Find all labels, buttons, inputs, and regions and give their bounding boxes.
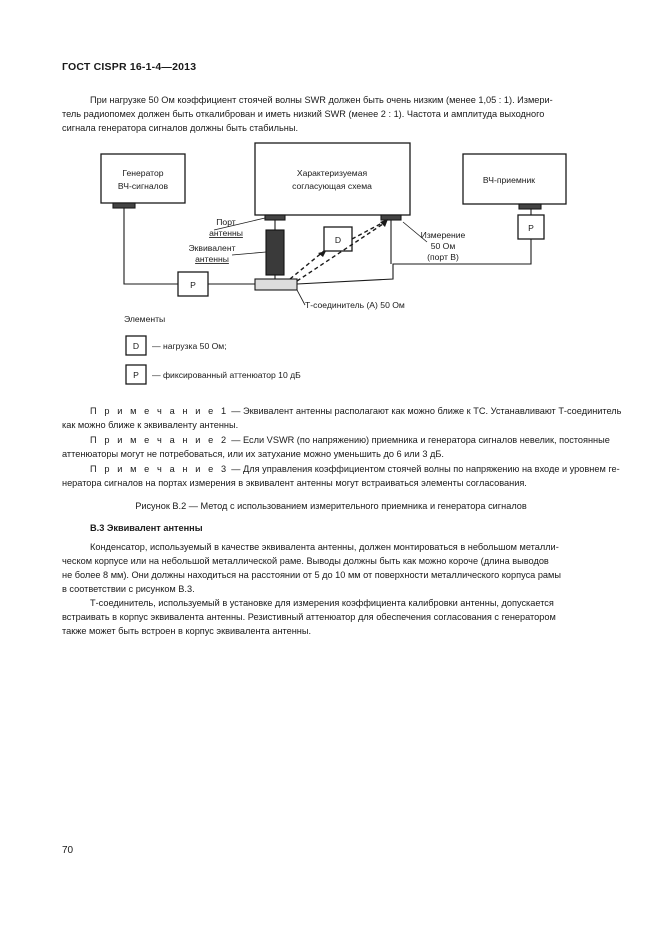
- measurement-label: Измерение: [420, 230, 466, 240]
- device-port-b: [381, 215, 401, 220]
- note-lead: П р и м е ч а н и е 2: [90, 435, 229, 445]
- note-2: [62, 433, 610, 461]
- antenna-equivalent-label: Эквивалент: [188, 243, 236, 253]
- attenuator-generator-label: P: [190, 280, 196, 290]
- legend-title: Элементы: [124, 314, 166, 324]
- note-text: — Эквивалент антенны располагают как можно ближе к ТС. Устанавливают Т-соединитель: [231, 406, 622, 416]
- page-number: 70: [62, 845, 74, 856]
- load-d-label: D: [334, 235, 342, 245]
- receiver-port: [519, 204, 541, 209]
- measurement-label: 50 Ом: [430, 241, 456, 251]
- note-3: [62, 462, 620, 490]
- generator-label: ВЧ-сигналов: [117, 181, 169, 191]
- section-line: ческом корпусе или на небольшой металлической раме. Выводы должны быть как можно короче (длина выводов: [62, 556, 549, 566]
- legend-p-symbol: P: [133, 370, 139, 380]
- note-1: [62, 404, 622, 432]
- note-text: — Если VSWR (по напряжению) приемника и генератора сигналов невелик, постоянные: [231, 435, 610, 445]
- note-lead: П р и м е ч а н и е 1: [90, 406, 229, 416]
- tee-label: Т-соединитель (А) 50 Ом: [305, 300, 405, 310]
- figure-caption: Рисунок В.2 — Метод с использованием измерительного приемника и генератора сигналов: [135, 501, 527, 511]
- generator-label: Генератор: [122, 168, 164, 178]
- section-line: в соответствии с рисунком В.3.: [62, 584, 195, 594]
- intro-line: сигнала генератора сигналов должны быть стабильны.: [62, 123, 298, 133]
- device-label: Характеризуемая: [296, 168, 368, 178]
- measurement-label: (порт В): [427, 252, 459, 262]
- section-title: В.3 Эквивалент антенны: [90, 523, 203, 533]
- section-line: встраивать в корпус эквивалента антенны. Резистивный аттенюатор для обеспечения согласования с генератором: [62, 612, 556, 622]
- tee-connector: [255, 279, 297, 290]
- note-text: как можно ближе к эквиваленту антенны.: [62, 420, 239, 430]
- device-port-a: [265, 215, 285, 220]
- attenuator-receiver-label: P: [528, 223, 534, 233]
- generator-box: [101, 154, 185, 203]
- legend-d-symbol: D: [132, 341, 140, 351]
- section-line: не более 8 мм). Они должны находиться на расстоянии от 5 до 10 мм от поверхности металлического корпуса рамы: [62, 570, 561, 580]
- generator-port: [113, 203, 135, 208]
- section-paragraph-2: [62, 596, 600, 638]
- intro-line: тель радиопомех должен быть откалиброван и иметь низкий SWR (менее 2 : 1). Частота и амплитуда выходного: [62, 109, 545, 119]
- section-line: Т-соединитель, используемый в установке для измерения коэффициента калибровки антенны, допускается: [90, 598, 554, 608]
- device-label: согласующая схема: [292, 181, 372, 191]
- port-antenna-label: антенны: [209, 228, 243, 238]
- receiver-label: ВЧ-приемник: [482, 175, 536, 185]
- note-text: аттенюаторы могут не потребоваться, или их затухание можно уменьшить до 6 или 3 дБ.: [62, 449, 444, 459]
- document-header: ГОСТ CISPR 16-1-4—2013: [62, 61, 197, 73]
- antenna-equivalent: [266, 230, 284, 275]
- device-box: [255, 143, 410, 215]
- note-lead: П р и м е ч а н и е 3: [90, 464, 229, 474]
- section-line: Конденсатор, используемый в качестве эквивалента антенны, должен монтироваться в небольшом металли-: [90, 542, 559, 552]
- legend-p-text: — фиксированный аттенюатор 10 дБ: [152, 370, 301, 380]
- legend-d-text: — нагрузка 50 Ом;: [152, 341, 227, 351]
- note-text: нератора сигналов на портах измерения в эквивалент антенны могут встраиваться элементы согласования.: [62, 478, 527, 488]
- section-paragraph-1: [62, 540, 600, 596]
- port-antenna-label: Порт: [216, 217, 236, 227]
- section-line: также может быть встроен в корпус эквивалента антенны.: [62, 626, 312, 636]
- note-text: — Для управления коэффициентом стоячей волны по напряжению на входе и уровнем ге-: [231, 464, 620, 474]
- intro-line: При нагрузке 50 Ом коэффициент стоячей волны SWR должен быть очень низким (менее 1,05 : 1). Измери-: [90, 95, 553, 105]
- antenna-equivalent-label: антенны: [195, 254, 229, 264]
